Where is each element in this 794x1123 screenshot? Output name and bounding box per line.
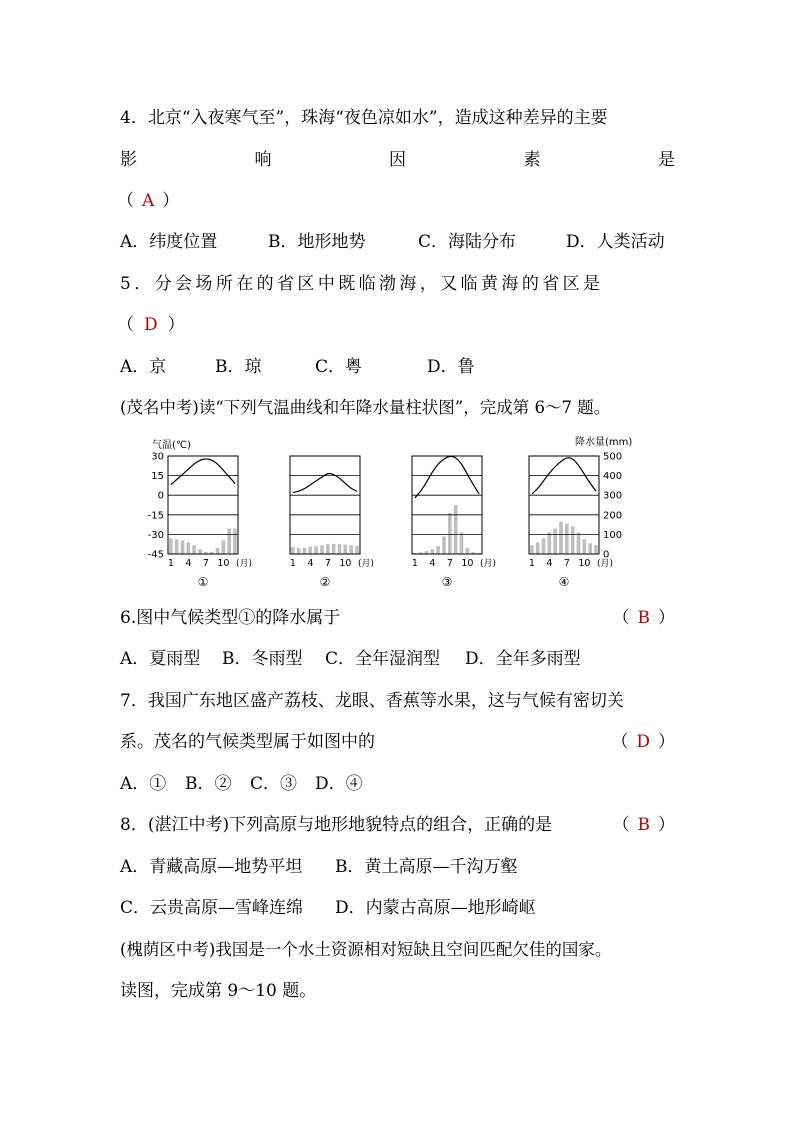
precip-bar xyxy=(542,538,546,554)
option: C．③ xyxy=(250,774,298,794)
precip-bar xyxy=(594,545,598,554)
option: B．琼 xyxy=(215,357,262,377)
month-tick-label: 10 xyxy=(578,558,591,569)
option: C．粤 xyxy=(315,357,363,377)
q6-answer: B xyxy=(637,608,650,628)
precip-bar xyxy=(442,536,446,554)
precip-bar xyxy=(530,545,534,554)
precip-bar xyxy=(222,540,226,554)
q8-answer: B xyxy=(637,815,650,835)
temp-tick-label: 15 xyxy=(151,471,164,483)
q6-options xyxy=(120,647,675,671)
month-unit-label: (月) xyxy=(358,559,375,569)
precip-bar xyxy=(454,505,458,554)
precip-bar xyxy=(338,544,342,554)
q5-answer: D xyxy=(144,315,158,335)
q8-row xyxy=(120,813,675,837)
option: A．① xyxy=(120,774,167,794)
month-tick-label: 7 xyxy=(324,558,331,569)
climate-charts xyxy=(120,430,680,600)
q4-char: 因 xyxy=(389,150,406,170)
month-tick-label: 4 xyxy=(546,558,553,569)
month-tick-label: 10 xyxy=(461,558,474,569)
q4-char: 响 xyxy=(254,150,272,170)
option: D．内蒙古高原—地形崎岖 xyxy=(335,898,536,918)
y-axis-title-left: 气温(℃) xyxy=(152,440,192,451)
precip-bar xyxy=(326,544,330,554)
q6-row xyxy=(120,606,675,630)
precip-bar xyxy=(466,548,470,554)
precip-bar xyxy=(332,544,336,554)
precip-bar xyxy=(349,545,353,554)
precip-bar xyxy=(192,545,196,554)
temperature-line xyxy=(293,473,357,492)
precip-tick-label: 400 xyxy=(603,471,623,483)
q7-answer-bracket: （ D ） xyxy=(611,732,675,752)
option: C．云贵高原—雪峰连绵 xyxy=(120,898,304,918)
q8-options-line2 xyxy=(120,896,675,920)
q4-char: 是 xyxy=(658,150,675,170)
precip-bar xyxy=(233,529,237,554)
month-unit-label: (月) xyxy=(597,559,614,569)
precip-bar xyxy=(436,546,440,554)
q8-stem: 8．(湛江中考)下列高原与地形地貌特点的组合，正确的是 xyxy=(120,815,553,835)
month-tick-label: 1 xyxy=(411,558,418,569)
temp-tick-label: -15 xyxy=(147,510,164,522)
panel-label: ① xyxy=(197,575,209,589)
q8-answer-bracket: （ B ） xyxy=(612,815,675,835)
option: A．青藏高原—地势平坦 xyxy=(120,857,303,877)
precip-bar xyxy=(448,513,452,554)
q7-answer: D xyxy=(636,732,650,752)
precip-bar xyxy=(344,545,348,554)
precip-bar xyxy=(198,549,202,554)
q5-stem: 5．分会场所在的省区中既临渤海，又临黄海的省区是 xyxy=(120,274,604,294)
q7-stem-line1: 7．我国广东地区盛产荔枝、龙眼、香蕉等水果，这与气候有密切关 xyxy=(120,691,624,711)
q7-stem-line2: 系。茂名的气候类型属于如图中的 xyxy=(120,732,375,752)
panel-frame xyxy=(412,456,482,554)
precip-bar xyxy=(169,538,173,554)
intro-6-7: (茂名中考)读“下列气温曲线和年降水量柱状图”，完成第 6～7 题。 xyxy=(120,398,611,417)
q4-char: 素 xyxy=(523,150,541,170)
q4-options xyxy=(120,230,675,254)
q7-options xyxy=(120,772,675,796)
precip-tick-label: 0 xyxy=(603,549,610,561)
option: D．人类活动 xyxy=(566,232,665,252)
y-axis-title-right: 降水量(mm) xyxy=(575,437,633,448)
precip-bar xyxy=(303,548,307,554)
q4-answer-bracket: （ A ） xyxy=(117,191,180,211)
temperature-line xyxy=(415,456,479,497)
precip-bar xyxy=(577,532,581,554)
option: B．② xyxy=(185,774,232,794)
option: D．鲁 xyxy=(427,357,475,377)
q4-answer: A xyxy=(142,191,155,211)
month-tick-label: 7 xyxy=(202,558,209,569)
q6-stem: 6.图中气候类型①的降水属于 xyxy=(120,608,341,628)
q5-options xyxy=(120,355,675,379)
month-tick-label: 7 xyxy=(446,558,453,569)
precip-bar xyxy=(559,522,563,554)
month-tick-label: 7 xyxy=(563,558,570,569)
panel-label: ② xyxy=(319,575,331,589)
q4-char: 影 xyxy=(120,150,137,170)
panel-label: ③ xyxy=(441,575,453,589)
month-tick-label: 10 xyxy=(217,558,230,569)
temperature-line xyxy=(171,459,235,485)
temp-tick-label: -30 xyxy=(147,529,164,541)
precip-tick-label: 200 xyxy=(603,510,623,522)
precip-bar xyxy=(187,542,191,554)
option: A．京 xyxy=(120,357,167,377)
month-tick-label: 10 xyxy=(339,558,352,569)
month-tick-label: 4 xyxy=(185,558,192,569)
q5-answer-bracket: （ D ） xyxy=(117,315,185,335)
q4-stem-continued xyxy=(120,148,675,172)
q7-row xyxy=(120,730,675,754)
option: C．海陆分布 xyxy=(418,232,517,252)
option: B．黄土高原—千沟万壑 xyxy=(335,857,518,877)
panel-frame xyxy=(290,456,360,554)
precip-bar xyxy=(536,542,540,554)
precip-bar xyxy=(175,539,179,554)
option: D．④ xyxy=(315,774,363,794)
precip-bar xyxy=(309,547,313,554)
precip-bar xyxy=(291,547,295,554)
precip-bar xyxy=(314,546,318,554)
option: B．冬雨型 xyxy=(222,649,303,669)
precip-bar xyxy=(553,529,557,554)
precip-bar xyxy=(355,546,359,554)
temp-tick-label: 0 xyxy=(157,490,164,502)
intro-9-10-line2: 读图，完成第 9～10 题。 xyxy=(120,981,317,1001)
option: A．夏雨型 xyxy=(120,649,201,669)
temp-tick-label: 30 xyxy=(151,451,164,463)
panel-frame xyxy=(529,456,599,554)
intro-9-10-line1: (槐荫区中考)我国是一个水土资源相对短缺且空间匹配欠佳的国家。 xyxy=(120,940,612,959)
precip-tick-label: 300 xyxy=(603,490,623,502)
month-tick-label: 1 xyxy=(167,558,174,569)
precip-bar xyxy=(320,545,324,554)
precip-bar xyxy=(460,532,464,554)
precip-bar xyxy=(571,527,575,554)
precip-tick-label: 500 xyxy=(603,451,623,463)
precip-bar xyxy=(216,548,220,554)
precip-bar xyxy=(588,543,592,554)
temp-tick-label: -45 xyxy=(147,549,164,561)
q4-stem: 4．北京“入夜寒气至”，珠海“夜色凉如水”，造成这种差异的主要 xyxy=(120,108,608,128)
month-unit-label: (月) xyxy=(480,559,497,569)
precip-bar xyxy=(583,539,587,554)
precip-bar xyxy=(181,540,185,554)
precip-bar xyxy=(297,548,301,554)
precip-bar xyxy=(431,549,435,554)
precip-bar xyxy=(565,524,569,554)
precip-bar xyxy=(548,532,552,554)
month-tick-label: 1 xyxy=(528,558,535,569)
panel-label: ④ xyxy=(558,575,570,589)
month-unit-label: (月) xyxy=(236,559,253,569)
precip-tick-label: 100 xyxy=(603,529,623,541)
q8-options-line1 xyxy=(120,855,675,879)
q6-answer-bracket: （ B ） xyxy=(612,608,675,628)
month-tick-label: 4 xyxy=(307,558,314,569)
option: B．地形地势 xyxy=(268,232,366,252)
option: C．全年湿润型 xyxy=(325,649,441,669)
precip-bar xyxy=(227,529,231,554)
month-tick-label: 1 xyxy=(289,558,296,569)
option: A．纬度位置 xyxy=(120,232,218,252)
month-tick-label: 4 xyxy=(429,558,436,569)
option: D．全年多雨型 xyxy=(465,649,581,669)
